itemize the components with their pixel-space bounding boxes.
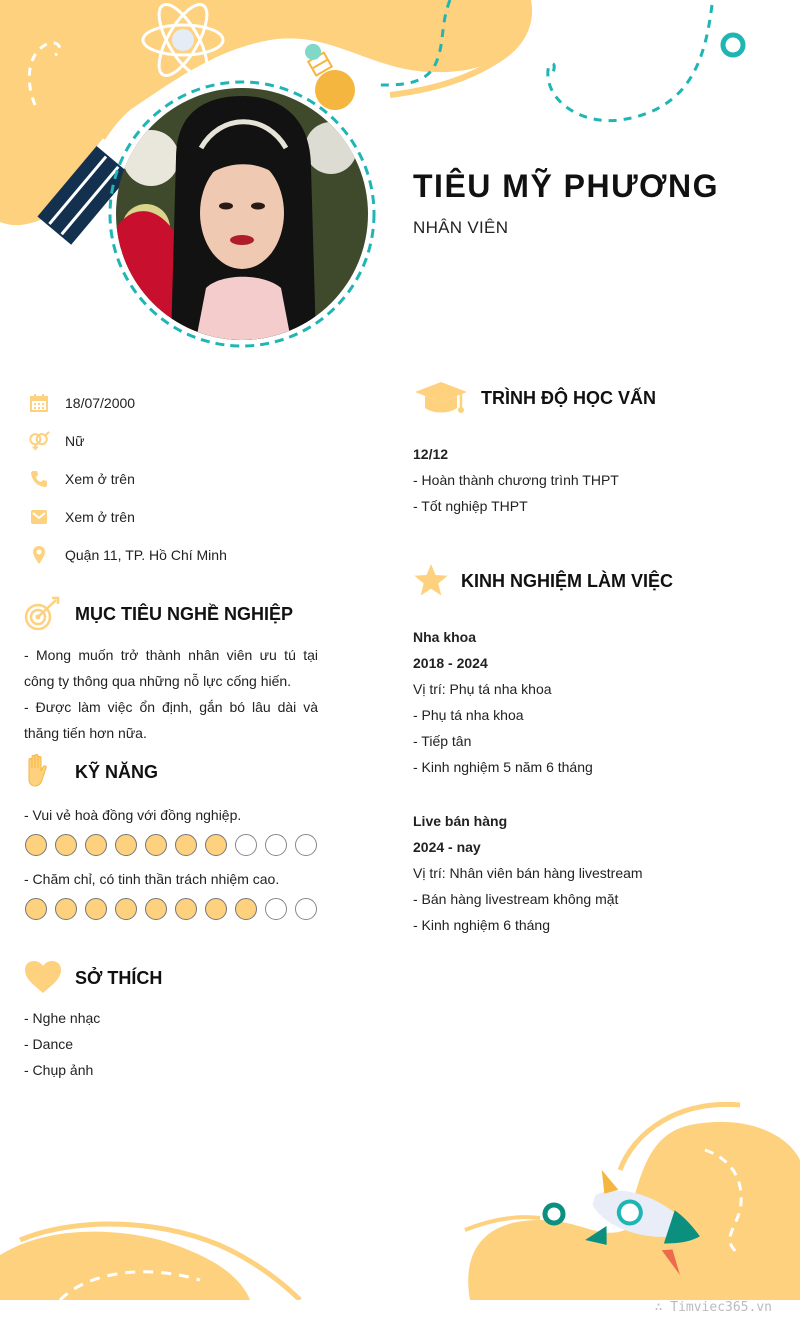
experience-title: KINH NGHIỆM LÀM VIỆC — [461, 570, 674, 591]
experience-period: 2018 - 2024 — [413, 655, 488, 671]
phone-text: Xem ở trên — [65, 471, 135, 487]
rating-dot-filled — [145, 898, 167, 920]
location-pin-icon — [28, 544, 50, 566]
education-line: - Hoàn thành chương trình THPT — [413, 472, 619, 488]
contact-email — [28, 498, 328, 536]
address-text: Quận 11, TP. Hồ Chí Minh — [65, 547, 227, 563]
experience-line: - Kinh nghiệm 5 năm 6 tháng — [413, 759, 593, 775]
rating-dot-filled — [85, 898, 107, 920]
education-header — [413, 374, 773, 422]
rating-dot-empty — [295, 834, 317, 856]
gender-icon — [28, 430, 50, 452]
education-line: - Tốt nghiệp THPT — [413, 498, 528, 514]
gender-text: Nữ — [65, 433, 85, 449]
skill-rating — [25, 834, 324, 856]
education-section — [413, 374, 773, 519]
skill-label: - Chăm chỉ, có tinh thần trách nhiệm cao. — [24, 871, 280, 887]
rating-dot-empty — [295, 898, 317, 920]
phone-icon — [28, 468, 50, 490]
teal-ring-small-icon — [545, 1205, 563, 1223]
objective-section — [24, 594, 318, 746]
email-icon — [28, 506, 50, 528]
star-icon — [413, 563, 449, 599]
experience-entry — [413, 624, 773, 780]
rating-dot-filled — [85, 834, 107, 856]
rating-dot-filled — [25, 898, 47, 920]
target-icon — [24, 596, 60, 632]
hand-icon — [24, 754, 60, 790]
contact-list — [28, 384, 328, 574]
education-heading: 12/12 — [413, 446, 449, 462]
hobby-item: - Chụp ảnh — [24, 1062, 94, 1078]
hobbies-header — [24, 958, 318, 998]
bottom-decoration — [0, 1090, 800, 1300]
heart-icon — [24, 960, 60, 996]
rating-dot-filled — [175, 898, 197, 920]
hobbies-section — [24, 958, 318, 1083]
experience-company: Live bán hàng — [413, 813, 508, 829]
objective-header — [24, 594, 318, 634]
rating-dot-filled — [205, 834, 227, 856]
birthday-text: 18/07/2000 — [65, 395, 136, 411]
skill-rating — [25, 898, 324, 920]
skills-title: KỸ NĂNG — [75, 761, 159, 782]
contact-phone — [28, 460, 328, 498]
hobby-item: - Dance — [24, 1036, 74, 1052]
experience-header — [413, 560, 773, 602]
rating-dot-filled — [25, 834, 47, 856]
rating-dot-filled — [145, 834, 167, 856]
rating-dot-filled — [205, 898, 227, 920]
education-title: TRÌNH ĐỘ HỌC VẤN — [481, 387, 656, 408]
rating-dot-filled — [115, 834, 137, 856]
skills-header — [24, 752, 324, 792]
watermark: ∴ Timviec365.vn — [654, 1300, 772, 1315]
graduation-cap-icon — [413, 380, 469, 416]
objective-line: - Mong muốn trở thành nhân viên ưu tú tại công ty thông qua những nỗ lực cống hiến. — [24, 647, 318, 689]
avatar — [116, 88, 368, 340]
experience-line: - Phụ tá nha khoa — [413, 707, 524, 723]
rating-dot-empty — [265, 834, 287, 856]
experience-line: - Kinh nghiệm 6 tháng — [413, 917, 550, 933]
experience-position: Vị trí: Nhân viên bán hàng livestream — [413, 865, 643, 881]
hobbies-title: SỞ THÍCH — [75, 967, 163, 988]
email-text: Xem ở trên — [65, 509, 135, 525]
rating-dot-filled — [55, 834, 77, 856]
rating-dot-empty — [265, 898, 287, 920]
experience-line: - Bán hàng livestream không mặt — [413, 891, 619, 907]
candidate-role: NHÂN VIÊN — [413, 218, 509, 237]
objective-title: MỤC TIÊU NGHỀ NGHIỆP — [75, 603, 294, 624]
skills-section — [24, 752, 324, 920]
experience-period: 2024 - nay — [413, 839, 481, 855]
rating-dot-empty — [235, 834, 257, 856]
experience-company: Nha khoa — [413, 629, 477, 645]
experience-section — [413, 560, 773, 938]
rating-dot-filled — [175, 834, 197, 856]
objective-line: - Được làm việc ổn định, gắn bó lâu dài và thăng tiến hơn nữa. — [24, 699, 318, 741]
contact-birthday — [28, 384, 328, 422]
hobby-item: - Nghe nhạc — [24, 1010, 101, 1026]
contact-address — [28, 536, 328, 574]
dashed-trail-right — [548, 5, 712, 121]
rating-dot-filled — [55, 898, 77, 920]
skill-label: - Vui vẻ hoà đồng với đồng nghiệp. — [24, 807, 242, 823]
candidate-name: TIÊU MỸ PHƯƠNG — [413, 168, 719, 204]
contact-gender — [28, 422, 328, 460]
calendar-icon — [28, 392, 50, 414]
rating-dot-filled — [115, 898, 137, 920]
experience-position: Vị trí: Phụ tá nha khoa — [413, 681, 552, 697]
experience-entry — [413, 808, 773, 938]
teal-ring-icon — [723, 35, 743, 55]
rating-dot-filled — [235, 898, 257, 920]
experience-line: - Tiếp tân — [413, 733, 472, 749]
